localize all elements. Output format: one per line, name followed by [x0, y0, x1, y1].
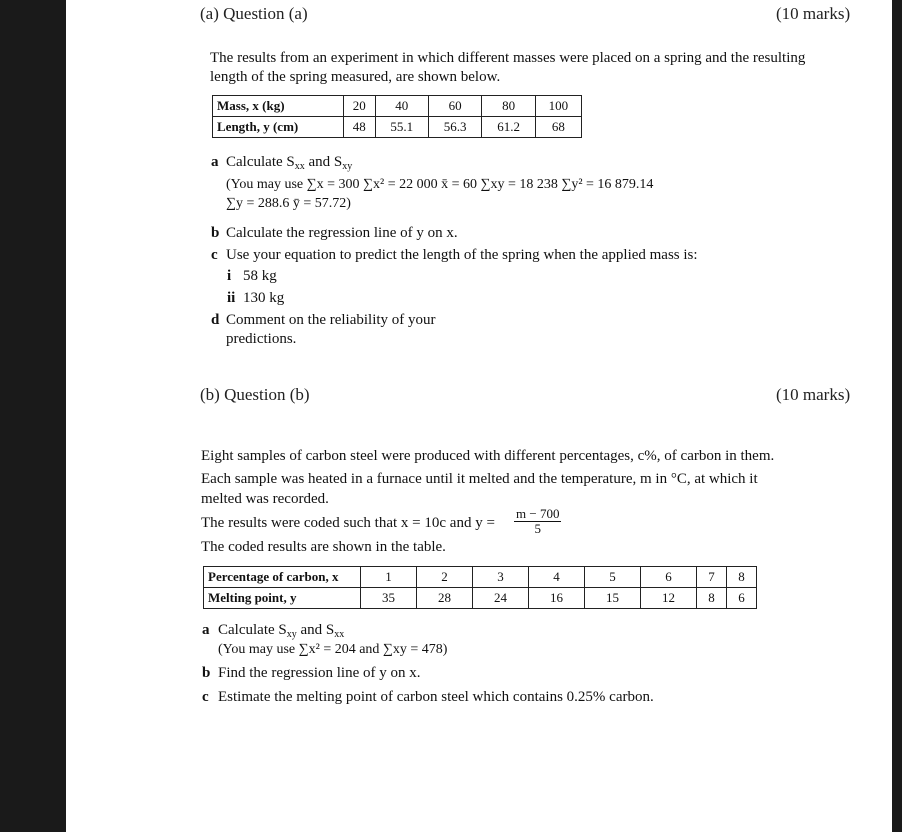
coding-text: The results were coded such that x = 10c and y = [201, 515, 495, 531]
table-cell: 80 [482, 96, 535, 117]
table-cell: 4 [529, 567, 585, 588]
table-cell: 35 [361, 588, 417, 609]
table-cell: 12 [641, 588, 697, 609]
table-header-cell: Percentage of carbon, x [204, 567, 361, 588]
table-cell: 8 [727, 567, 757, 588]
table-cell: 7 [697, 567, 727, 588]
table-cell: 16 [529, 588, 585, 609]
table-row [213, 96, 582, 117]
table-cell: 5 [585, 567, 641, 588]
part-a-text: Calculate $S_{xy}$ and $S_{xx}$ [218, 622, 345, 640]
table-row [204, 567, 757, 588]
part-ci-text: 58 kg [243, 268, 277, 284]
table-cell: 56.3 [428, 117, 481, 138]
question-b-intro-line2: Each sample was heated in a furnace until it melted and the temperature, m in °C, at which it [201, 471, 758, 487]
part-a-text: Calculate $S_{xx}$ and $S_{xy}$ [226, 154, 353, 172]
table-cell: 8 [697, 588, 727, 609]
table-header-cell: Length, y (cm) [213, 117, 344, 138]
question-a-heading: (a) Question (a) [200, 4, 308, 23]
table-header-cell: Mass, x (kg) [213, 96, 344, 117]
table-row [213, 117, 582, 138]
table-cell: 3 [473, 567, 529, 588]
question-b-intro-line3: melted was recorded. [201, 491, 329, 507]
table-cell: 2 [417, 567, 473, 588]
part-cii-letter: ii [227, 290, 236, 306]
fraction-numerator: m − 700 [516, 506, 560, 521]
table-cell: 24 [473, 588, 529, 609]
table-cell: 20 [344, 96, 376, 117]
part-a-hint: (You may use ∑x² = 204 and ∑xy = 478) [218, 642, 448, 657]
question-a-intro-line1: The results from an experiment in which different masses were placed on a spring and the resulting [210, 50, 806, 66]
table-cell: 68 [535, 117, 581, 138]
part-c-letter: c [202, 689, 209, 705]
table-cell: 28 [417, 588, 473, 609]
part-b-text: Calculate the regression line of y on x. [226, 225, 458, 241]
table-cell: 6 [641, 567, 697, 588]
table-cell: 48 [344, 117, 376, 138]
part-b-letter: b [202, 665, 211, 681]
mass-length-table [212, 95, 582, 138]
coded-results-text: The coded results are shown in the table. [201, 539, 446, 555]
table-cell: 40 [375, 96, 428, 117]
question-b-marks: (10 marks) [776, 385, 851, 404]
carbon-melting-table [203, 566, 757, 609]
part-ci-letter: i [227, 268, 232, 284]
part-b-text: Find the regression line of y on x. [218, 665, 421, 681]
table-cell: 100 [535, 96, 581, 117]
question-a-marks: (10 marks) [776, 4, 851, 23]
table-row [204, 588, 757, 609]
question-a-intro-line2: length of the spring measured, are shown below. [210, 69, 501, 85]
part-c-letter: c [211, 247, 218, 263]
part-d-letter: d [211, 312, 220, 328]
document-page [66, 0, 892, 832]
question-b-intro-line1: Eight samples of carbon steel were produced with different percentages, c%, of carbon in them. [201, 448, 775, 464]
coding-fraction [514, 507, 561, 536]
table-cell: 60 [428, 96, 481, 117]
fraction-denominator: 5 [534, 521, 541, 536]
table-header-cell: Melting point, y [204, 588, 361, 609]
table-cell: 1 [361, 567, 417, 588]
part-a-letter: a [202, 622, 210, 638]
part-cii-text: 130 kg [243, 290, 285, 306]
table-cell: 61.2 [482, 117, 535, 138]
part-d-text-line1: Comment on the reliability of your [226, 312, 436, 328]
table-cell: 6 [727, 588, 757, 609]
part-b-letter: b [211, 225, 220, 241]
part-c-text: Estimate the melting point of carbon steel which contains 0.25% carbon. [218, 689, 654, 705]
question-b-heading: (b) Question (b) [200, 385, 310, 404]
part-a-hint-line1: (You may use ∑x = 300 ∑x² = 22 000 x̄ = 60 ∑xy = 18 238 ∑y² = 16 879.14 [226, 177, 654, 192]
part-a-hint-line2: ∑y = 288.6 ȳ = 57.72) [226, 196, 351, 211]
table-cell: 15 [585, 588, 641, 609]
table-cell: 55.1 [375, 117, 428, 138]
part-d-text-line2: predictions. [226, 331, 297, 347]
part-c-text: Use your equation to predict the length of the spring when the applied mass is: [226, 247, 698, 263]
part-a-letter: a [211, 154, 219, 170]
